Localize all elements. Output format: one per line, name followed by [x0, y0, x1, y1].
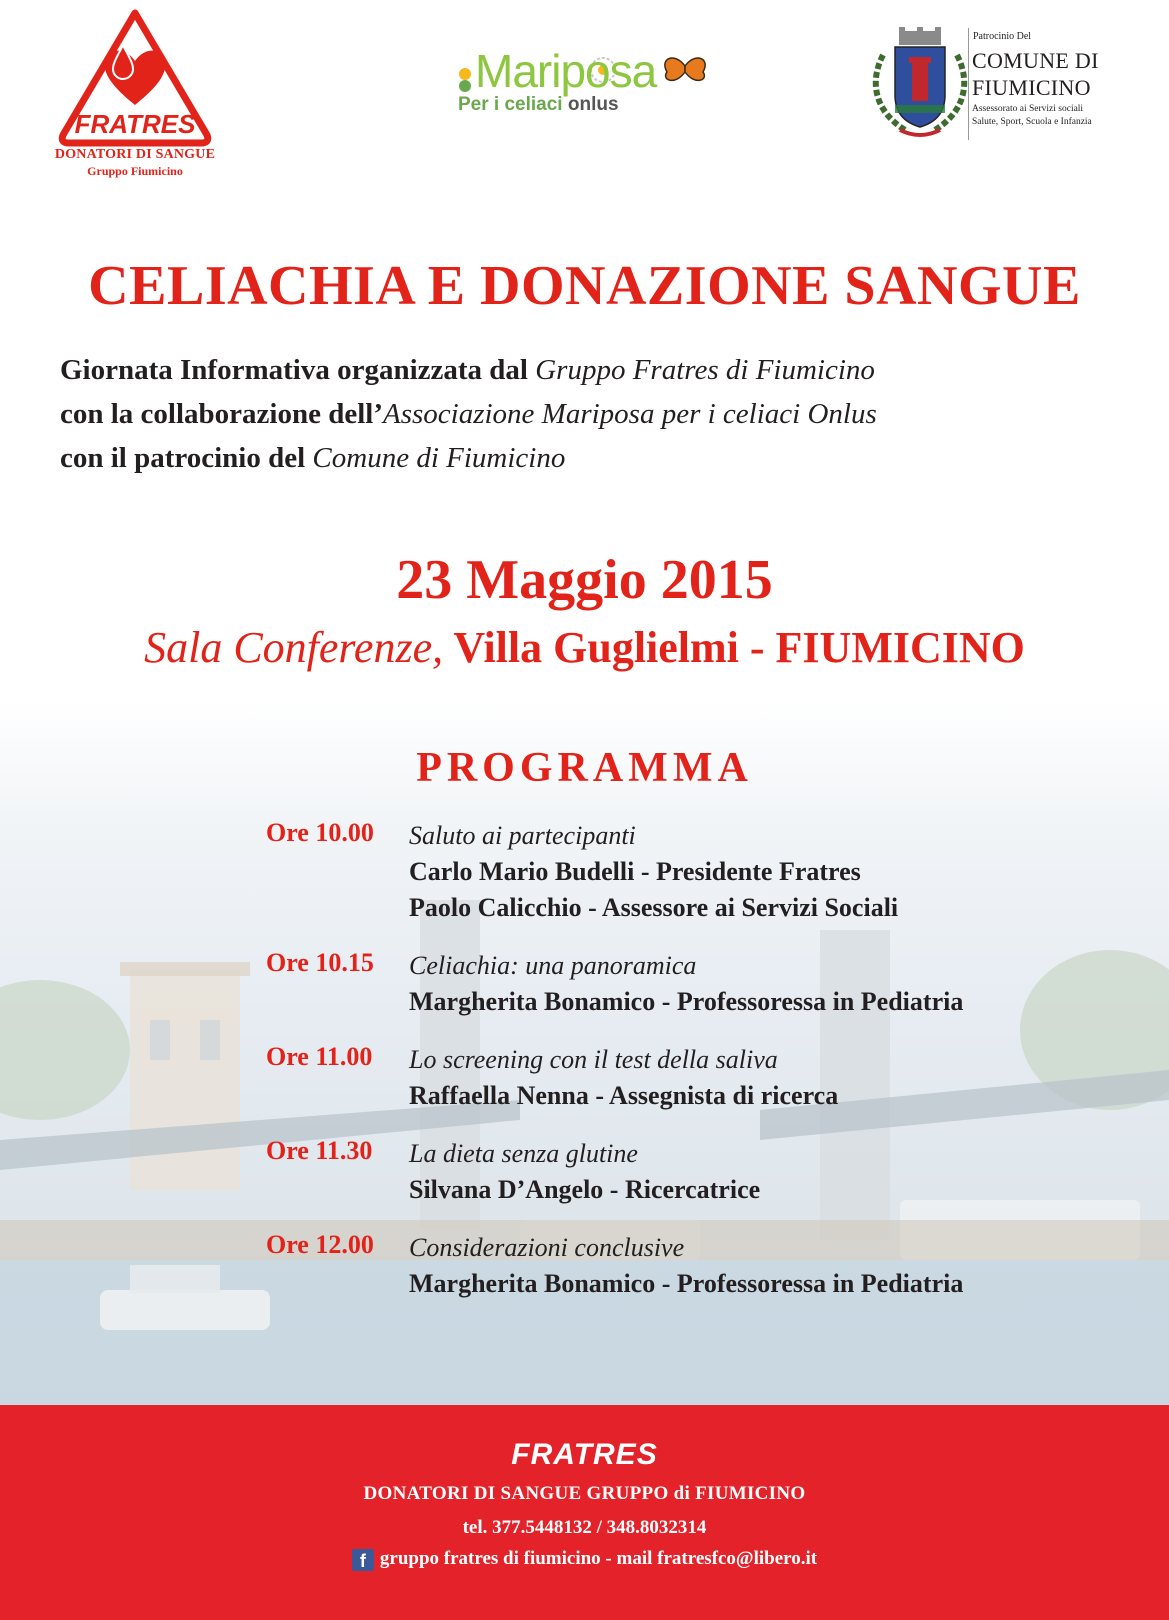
program-topic: Celiachia: una panoramica [409, 951, 697, 980]
program-time: Ore 11.00 [266, 1042, 373, 1071]
footer-fratres-logo: FRATRES [511, 1438, 658, 1471]
event-venue [0, 622, 1169, 673]
intro-text [60, 348, 1140, 480]
comune-divider [968, 28, 969, 140]
program-speaker: Margherita Bonamico - Professoressa in Pediatria [409, 987, 964, 1016]
fratres-logo-line2: Gruppo Fiumicino [87, 164, 183, 178]
program-details [409, 818, 1146, 926]
footer-contact [0, 1548, 1169, 1571]
comune-crest-logo [865, 25, 975, 145]
heart-icon [105, 51, 165, 105]
mariposa-subtitle [458, 94, 619, 116]
venue-room: Sala Conferenze, [144, 623, 444, 672]
mariposa-onlus: onlus [567, 94, 619, 115]
event-date: 23 Maggio 2015 [396, 549, 773, 611]
program-item [266, 818, 1146, 926]
svg-text:FRATRES: FRATRES [74, 109, 196, 139]
program-item [266, 1230, 1146, 1302]
program-topic: Lo screening con il test della saliva [409, 1045, 778, 1074]
program-speaker: Paolo Calicchio - Assessore ai Servizi Sociali [409, 893, 899, 922]
program-topic: Considerazioni conclusive [409, 1233, 685, 1262]
program-details [409, 1230, 1146, 1302]
program-list [266, 818, 1146, 1324]
program-speaker: Raffaella Nenna - Assegnista di ricerca [409, 1081, 839, 1110]
comune-name-line1: COMUNE DI [972, 48, 1099, 73]
program-details [409, 1136, 1146, 1208]
comune-office-line1: Assessorato ai Servizi sociali [972, 104, 1084, 114]
program-time: Ore 12.00 [266, 1230, 374, 1259]
program-details [409, 1042, 1146, 1114]
event-title: CELIACHIA E DONAZIONE SANGUE [88, 255, 1081, 317]
fratres-logo-line1: DONATORI DI SANGUE [54, 147, 216, 162]
caterpillar-icon [459, 68, 471, 92]
mariposa-wordmark: Mariposa [475, 45, 657, 97]
program-topic: Saluto ai partecipanti [409, 821, 636, 850]
comune-office-line2: Salute, Sport, Scuola e Infanzia [972, 117, 1092, 127]
program-speaker: Carlo Mario Budelli - Presidente Fratres [409, 857, 861, 886]
program-details [409, 948, 1146, 1020]
intro-line-3: con il patrocinio del Comune di Fiumicino [60, 442, 566, 474]
program-time: Ore 10.00 [266, 818, 374, 847]
comune-name-line2: FIUMICINO [972, 75, 1091, 100]
program-time: Ore 10.15 [266, 948, 374, 977]
program-time: Ore 11.30 [266, 1136, 373, 1165]
mariposa-sub-text: Per i celiaci [458, 94, 563, 115]
programma-heading: PROGRAMMA [416, 745, 753, 791]
facebook-icon: f [352, 1549, 374, 1571]
butterfly-icon [665, 58, 705, 80]
intro-line-1: Giornata Informativa organizzata dal Gruppo Fratres di Fiumicino [60, 354, 875, 386]
program-speaker: Silvana D’Angelo - Ricercatrice [409, 1175, 761, 1204]
program-speaker: Margherita Bonamico - Professoressa in Pediatria [409, 1269, 964, 1298]
intro-line-2: con la collaborazione dell’Associazione Mariposa per i celiaci Onlus [60, 398, 877, 430]
venue-place: Villa Guglielmi - FIUMICINO [443, 623, 1025, 672]
footer-contact-text: gruppo fratres di fiumicino - mail fratresfco@libero.it [379, 1548, 818, 1569]
footer-phone: tel. 377.5448132 / 348.8032314 [462, 1517, 707, 1538]
footer-organization: DONATORI DI SANGUE GRUPPO di FIUMICINO [363, 1483, 806, 1504]
program-item [266, 1136, 1146, 1208]
program-topic: La dieta senza glutine [409, 1139, 638, 1168]
program-item [266, 948, 1146, 1020]
program-item [266, 1042, 1146, 1114]
comune-patronage-label: Patrocinio Del [973, 31, 1032, 42]
